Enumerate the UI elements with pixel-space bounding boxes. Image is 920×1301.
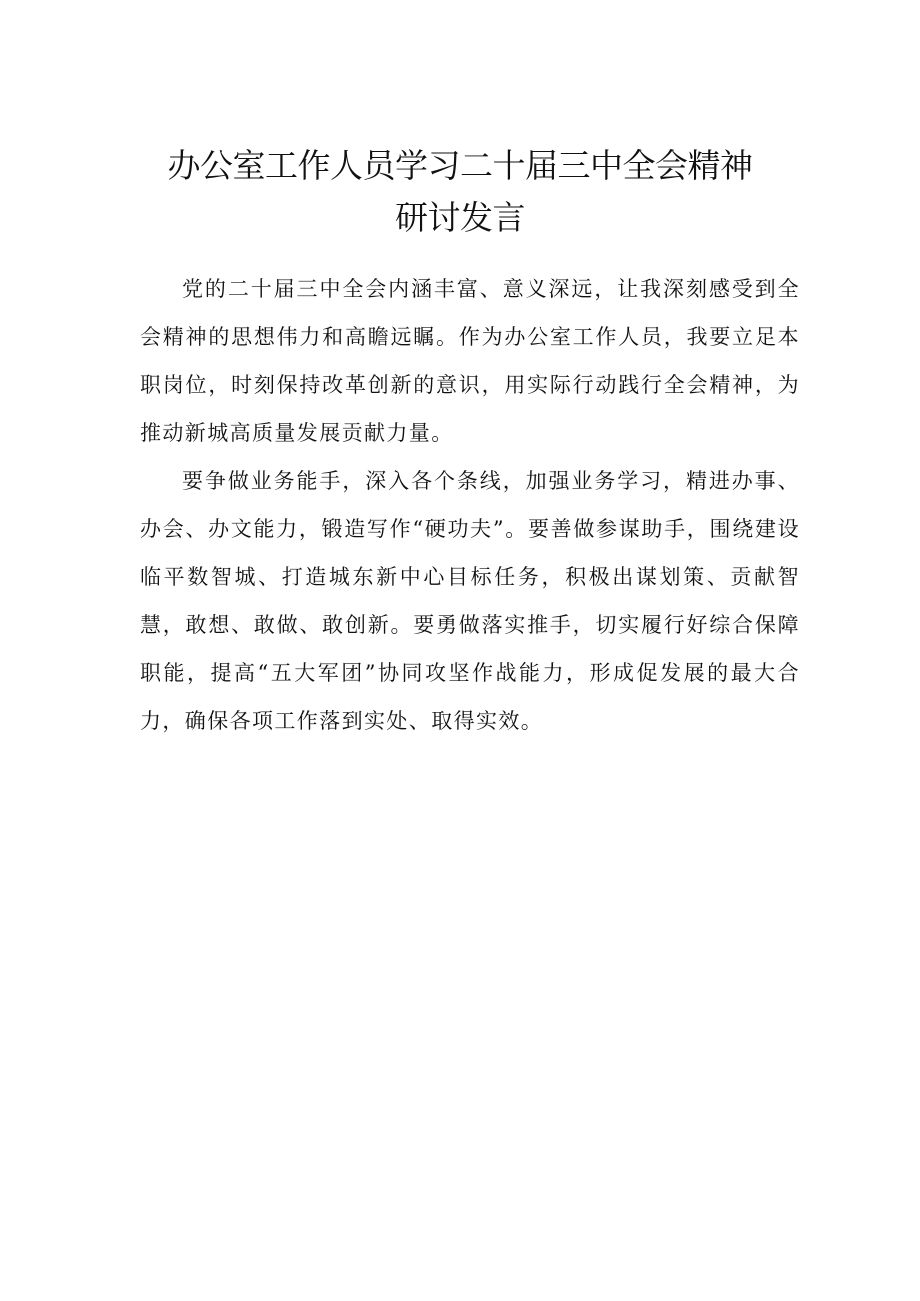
paragraph-2: 要争做业务能手，深入各个条线，加强业务学习，精进办事、办会、办文能力，锻造写作“硬功夫”。要善做参谋助手，围绕建设临平数智城、打造城东新中心目标任务，积极出谋划策、贡献智慧，敢想、敢做、敢创新。要勇做落实推手，切实履行好综合保障职能，提高“五大军团”协同攻坚作战能力，形成促发展的最大合力，确保各项工作落到实处、取得实效。 [140, 469, 800, 733]
document-body [140, 265, 800, 745]
title-line-2: 研讨发言 [395, 198, 525, 237]
document-title [0, 140, 920, 244]
paragraph-1: 党的二十届三中全会内涵丰富、意义深远，让我深刻感受到全会精神的思想伟力和高瞻远瞩。作为办公室工作人员，我要立足本职岗位，时刻保持改革创新的意识，用实际行动践行全会精神，为推动新城高质量发展贡献力量。 [140, 277, 800, 445]
title-line-1: 办公室工作人员学习二十届三中全会精神 [167, 146, 753, 185]
